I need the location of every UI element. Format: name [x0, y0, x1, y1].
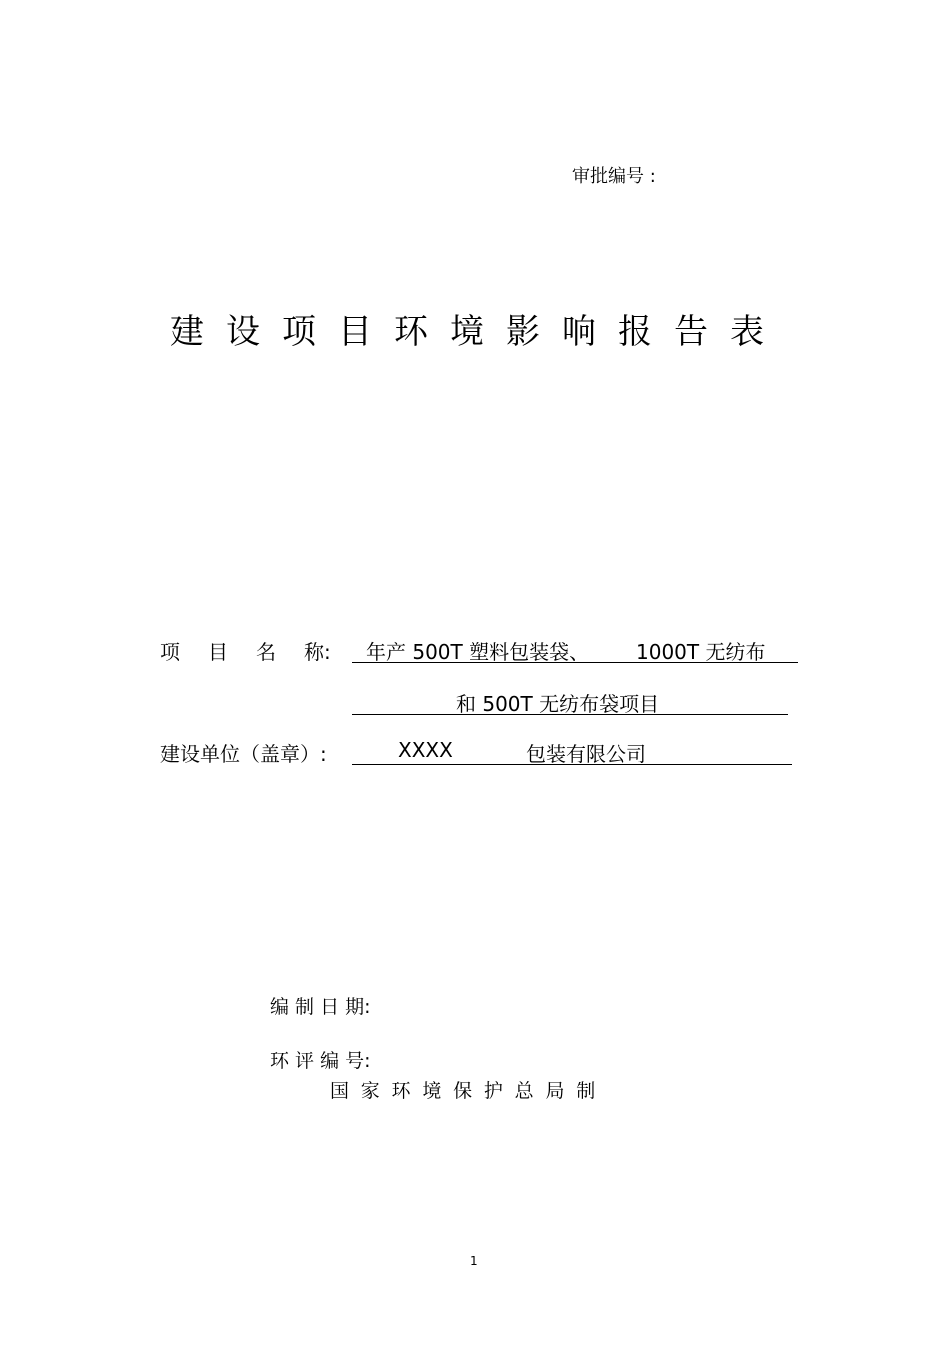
project-name-continuation: 和 500T 无纺布袋项目	[456, 692, 660, 716]
project-name-line-1	[352, 636, 798, 663]
title-char: 目	[338, 312, 373, 352]
unit-name-part: 包装有限公司	[526, 742, 646, 766]
title-char: 设	[226, 312, 261, 352]
title-char: 环	[394, 312, 429, 352]
title-char: 境	[450, 312, 485, 352]
project-name-label	[160, 636, 340, 665]
title-char: 告	[674, 312, 709, 352]
label-char: 目	[208, 640, 228, 664]
document-title	[170, 304, 786, 353]
title-char: 表	[730, 312, 765, 352]
title-char: 项	[282, 312, 317, 352]
construction-unit-label: 建设单位（盖章）:	[160, 742, 327, 766]
label-char: 称:	[304, 640, 331, 664]
title-char: 影	[506, 312, 541, 352]
title-char: 报	[618, 312, 653, 352]
issuing-agency: 国家环境保护总局制	[330, 1080, 608, 1102]
project-name-part: 1000T 无纺布	[636, 640, 766, 664]
label-char: 名	[256, 640, 276, 664]
unit-name-part: XXXX	[398, 738, 453, 762]
construction-unit-field	[352, 738, 792, 765]
project-name-line-2	[352, 688, 788, 715]
page-number: 1	[470, 1254, 478, 1268]
label-char: 项	[160, 640, 180, 664]
eia-number-label: 环 评 编 号:	[270, 1050, 371, 1072]
project-name-part: 年产 500T 塑料包装袋、	[366, 640, 590, 664]
approval-number-label: 审批编号 :	[572, 166, 656, 187]
title-char: 响	[562, 312, 597, 352]
compile-date-label: 编 制 日 期:	[270, 996, 371, 1018]
title-char: 建	[170, 312, 205, 352]
